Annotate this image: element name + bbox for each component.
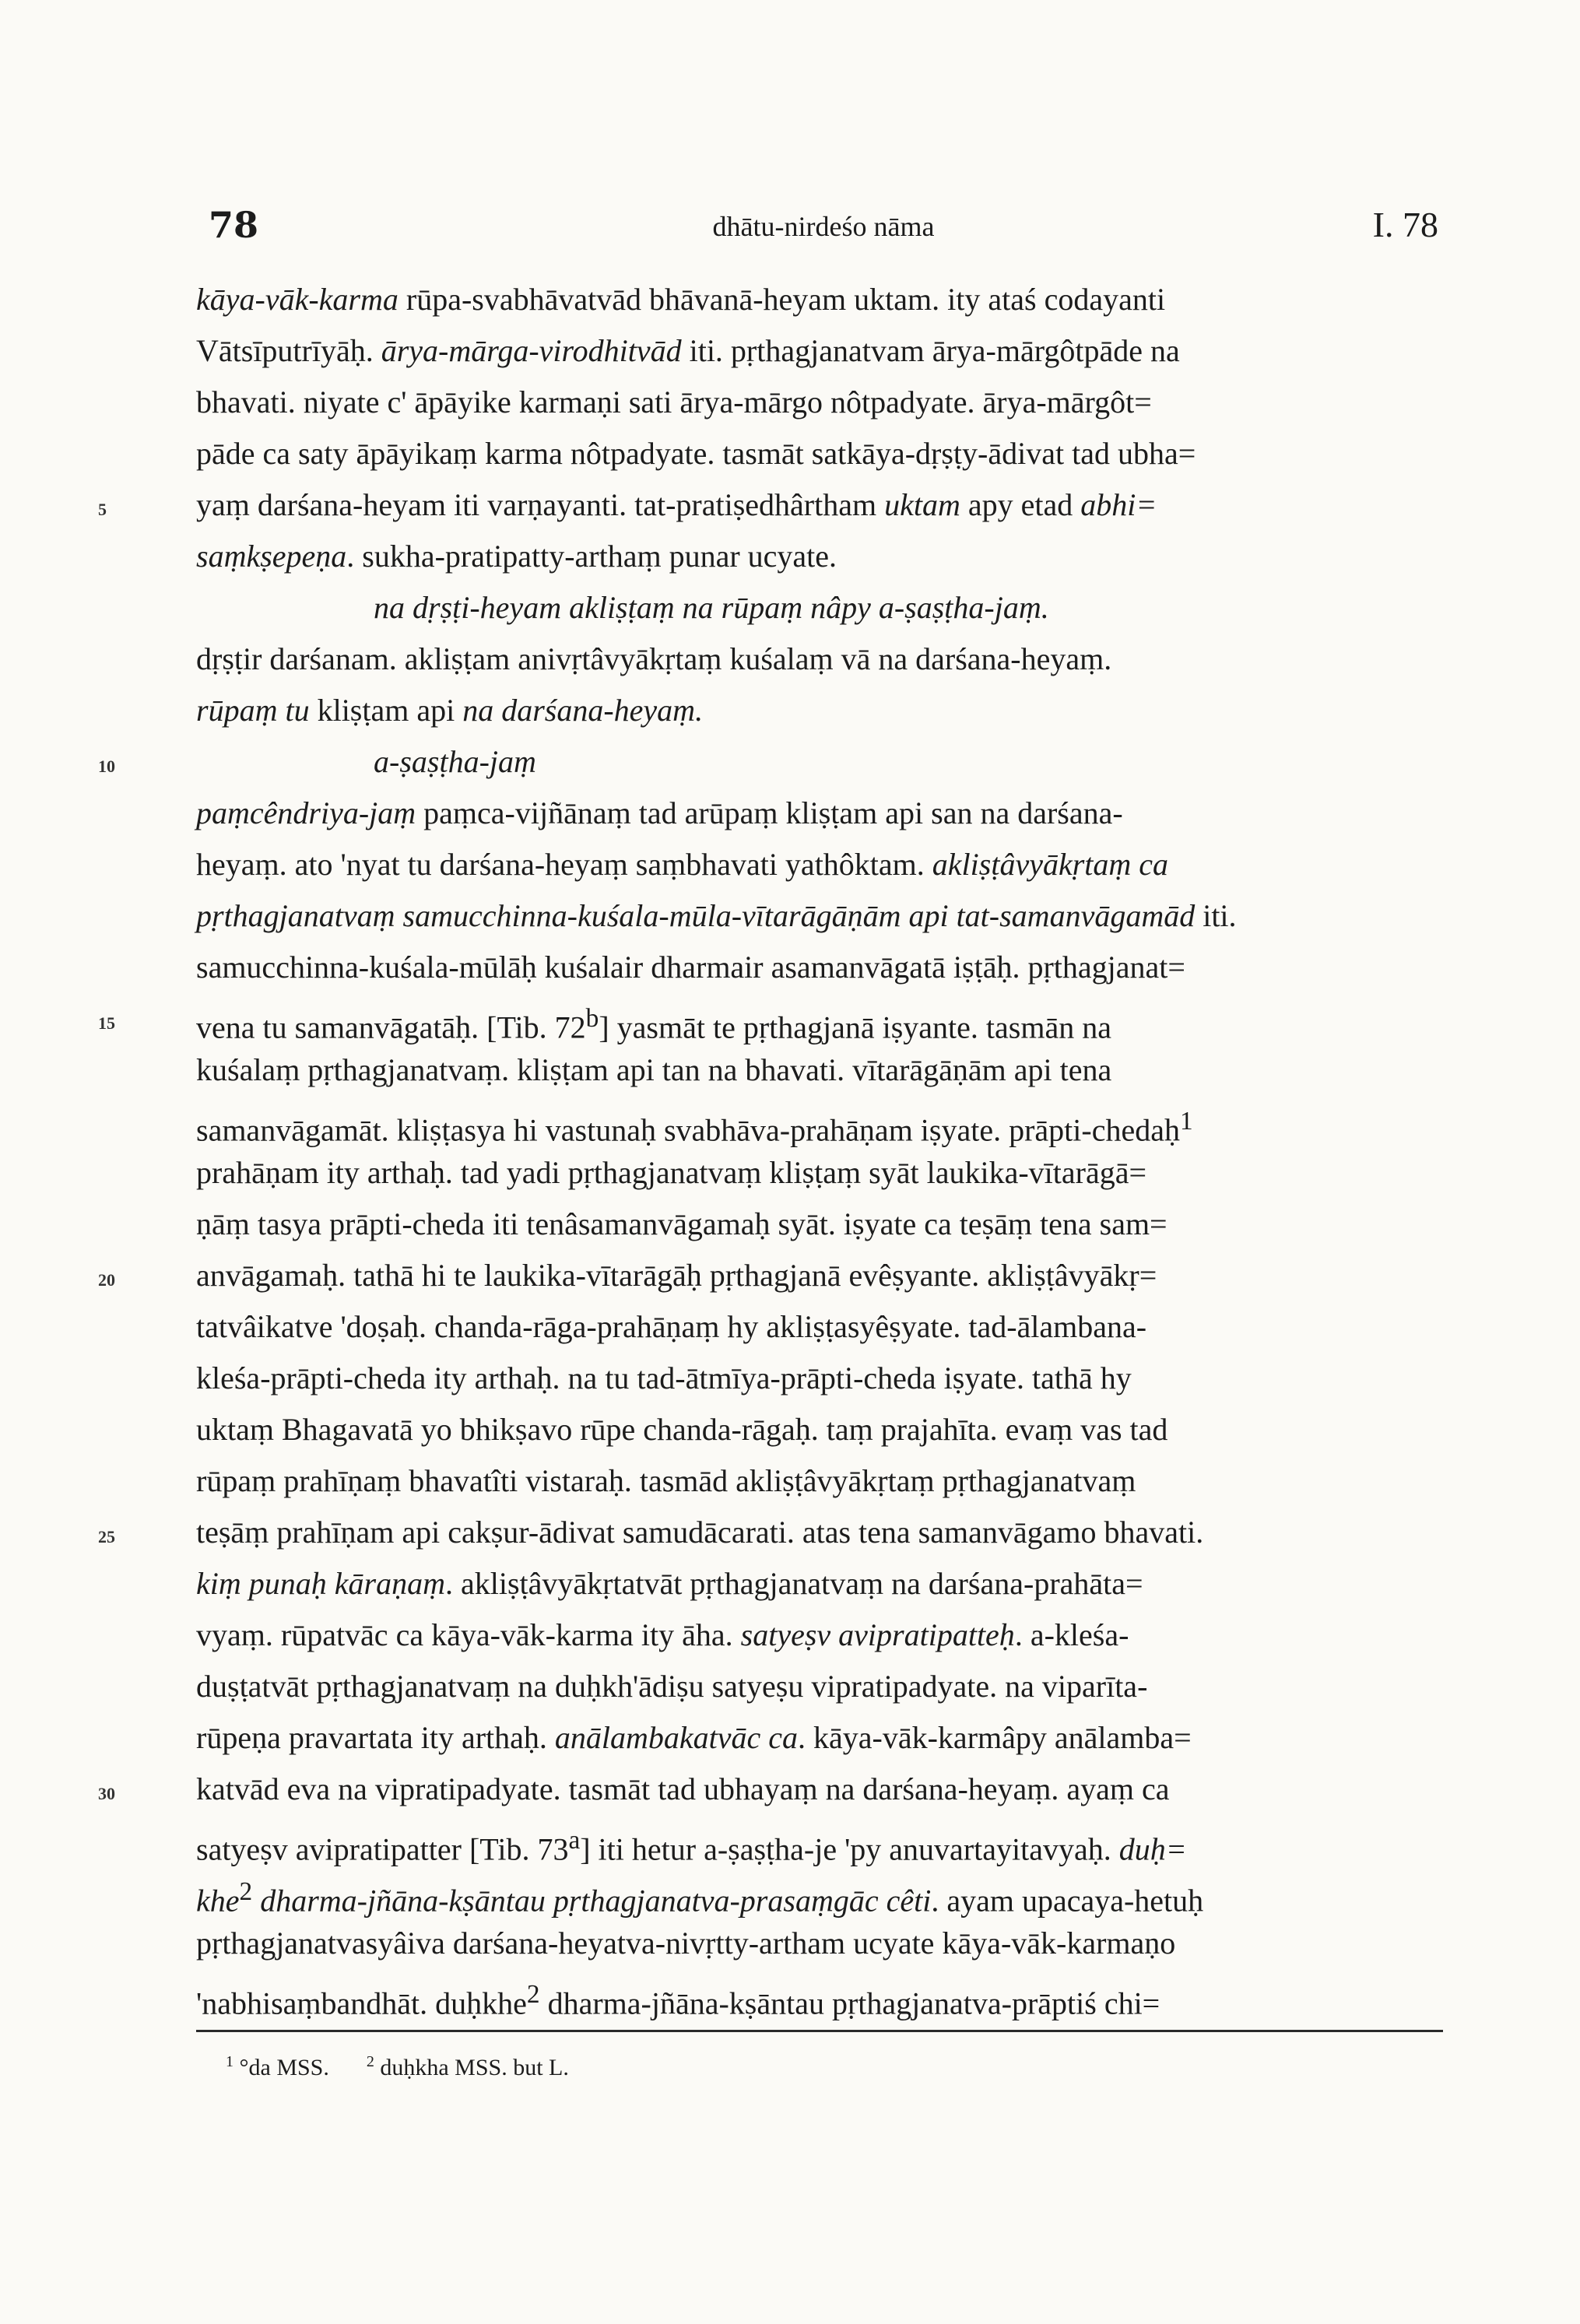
text-line: kiṃ punaḥ kāraṇaṃ. akliṣṭâvyākṛtatvāt pṛthagjanatvaṃ na darśana-prahāta= <box>196 1566 1143 1601</box>
text-line: a-ṣaṣṭha-jaṃ 10 <box>196 736 1441 788</box>
text-line: kleśa-prāpti-cheda ity arthaḥ. na tu tad-ātmīya-prāpti-cheda iṣyate. tathā hy <box>196 1360 1132 1395</box>
text-line: bhavati. niyate c' āpāyike karmaṇi sati ārya-mārgo nôtpadyate. ārya-mārgôt= <box>196 384 1152 420</box>
text-line: heyaṃ. ato 'nyat tu darśana-heyaṃ saṃbhavati yathôktam. akliṣṭâvyākṛtaṃ ca <box>196 847 1169 882</box>
text-line: katvād eva na vipratipadyate. tasmāt tad ubhayaṃ na darśana-heyaṃ. ayaṃ ca 30 <box>196 1764 1441 1815</box>
footnote-mark: 2 <box>366 2053 374 2070</box>
text-line: kuśalaṃ pṛthagjanatvaṃ. kliṣṭam api tan na bhavati. vītarāgāṇām api tena <box>196 1052 1112 1087</box>
footnote <box>226 2055 329 2080</box>
text-line: uktaṃ Bhagavatā yo bhikṣavo rūpe chanda-rāgaḥ. taṃ prajahīta. evaṃ vas tad <box>196 1412 1168 1447</box>
page-number: 78 <box>209 204 259 246</box>
text-line: duṣṭatvāt pṛthagjanatvaṃ na duḥkh'ādiṣu satyeṣu vipratipadyate. na viparīta- <box>196 1669 1148 1704</box>
line-number: 15 <box>98 1013 115 1033</box>
line-number: 10 <box>98 757 115 776</box>
text-line: samanvāgamāt. kliṣṭasya hi vastunaḥ svabhāva-prahāṇam iṣyate. prāpti-chedaḥ$^1$ <box>196 1107 1193 1148</box>
text-line: Vātsīputrīyāḥ. ārya-mārga-virodhitvād iti. pṛthagjanatvam ārya-mārgôtpāde na <box>196 333 1180 368</box>
line-number: 5 <box>98 500 107 519</box>
footnote-rule <box>196 2030 1443 2032</box>
text-line: rūpeṇa pravartata ity arthaḥ. anālambakatvāc ca. kāya-vāk-karmâpy anālamba= <box>196 1720 1192 1755</box>
text-line: rūpaṃ tu kliṣṭam api na darśana-heyaṃ. <box>196 693 704 728</box>
text-line: anvāgamaḥ. tathā hi te laukika-vītarāgāḥ pṛthagjanā evêṣyante. akliṣṭâvyākṛ= 20 <box>196 1250 1441 1301</box>
line-number: 25 <box>98 1527 115 1546</box>
text-line: dṛṣṭir darśanam. akliṣṭam anivṛtâvyākṛtaṃ kuśalaṃ vā na darśana-heyaṃ. <box>196 641 1112 676</box>
text-line: yaṃ darśana-heyam iti varṇayanti. tat-pratiṣedhârtham uktam apy etad abhi= 5 <box>196 479 1441 531</box>
text-line: vena tu samanvāgatāḥ. [Tib. 72$^b$] yasmāt te pṛthagjanā iṣyante. tasmān na 15 <box>196 993 1441 1044</box>
text-line: kāya-vāk-karma rūpa-svabhāvatvād bhāvanā-heyam uktam. ity ataś codayanti <box>196 282 1166 317</box>
text-line: paṃcêndriya-jaṃ paṃca-vijñānaṃ tad arūpaṃ kliṣṭam api san na darśana- <box>196 795 1123 830</box>
text-line: pāde ca saty āpāyikaṃ karma nôtpadyate. tasmāt satkāya-dṛṣṭy-ādivat tad ubha= <box>196 436 1196 471</box>
footnotes <box>226 2042 606 2087</box>
footnote <box>367 2055 569 2080</box>
text-line: na dṛṣṭi-heyam akliṣṭaṃ na rūpaṃ nâpy a-ṣaṣṭha-jaṃ. <box>374 590 1049 625</box>
footnote-text: duḥkha MSS. but L. <box>374 2055 569 2080</box>
text-line: pṛthagjanatvasyâiva darśana-heyatva-nivṛtty-artham ucyate kāya-vāk-karmaṇo <box>196 1926 1176 1961</box>
section-number: I. 78 <box>1372 205 1438 244</box>
footnote-mark: 1 <box>226 2053 233 2070</box>
text-line: tatvâikatve 'doṣaḥ. chanda-rāga-prahāṇaṃ hy akliṣṭasyêṣyate. tad-ālambana- <box>196 1309 1147 1344</box>
page-header <box>209 204 1438 251</box>
text-line: satyeṣv avipratipatter [Tib. 73$^a$] iti hetur a-ṣaṣṭha-je 'py anuvartayitavyaḥ. duḥ= <box>196 1826 1187 1867</box>
main-text <box>98 274 1441 2021</box>
text-line: pṛthagjanatvaṃ samucchinna-kuśala-mūla-vītarāgāṇām api tat-samanvāgamād iti. <box>196 898 1237 933</box>
text-line: khe$^2$ dharma-jñāna-kṣāntau pṛthagjanatva-prasaṃgāc cêti. ayam upacaya-hetuḥ <box>196 1877 1204 1919</box>
text-line: ṇāṃ tasya prāpti-cheda iti tenâsamanvāgamaḥ syāt. iṣyate ca teṣāṃ tena sam= <box>196 1206 1167 1241</box>
text-line: vyaṃ. rūpatvāc ca kāya-vāk-karma ity āha. satyeṣv avipratipatteḥ. a-kleśa- <box>196 1617 1129 1652</box>
text-line: saṃkṣepeṇa. sukha-pratipatty-arthaṃ punar ucyate. <box>196 539 837 574</box>
text-line: teṣāṃ prahīṇam api cakṣur-ādivat samudācarati. atas tena samanvāgamo bhavati. 25 <box>196 1507 1441 1558</box>
line-number: 20 <box>98 1270 115 1290</box>
text-line: rūpaṃ prahīṇaṃ bhavatîti vistaraḥ. tasmād akliṣṭâvyākṛtaṃ pṛthagjanatvaṃ <box>196 1463 1136 1498</box>
running-title: dhātu-nirdeśo nāma <box>712 211 935 242</box>
line-number: 30 <box>98 1784 115 1803</box>
footnote-text: °da MSS. <box>233 2055 329 2080</box>
text-line: samucchinna-kuśala-mūlāḥ kuśalair dharmair asamanvāgatā iṣṭāḥ. pṛthagjanat= <box>196 950 1185 985</box>
text-line: 'nabhisaṃbandhāt. duḥkhe$^2$ dharma-jñāna-kṣāntau pṛthagjanatva-prāptiś chi= <box>196 1980 1160 2021</box>
text-line: prahāṇam ity arthaḥ. tad yadi pṛthagjanatvaṃ kliṣṭaṃ syāt laukika-vītarāgā= <box>196 1155 1147 1190</box>
